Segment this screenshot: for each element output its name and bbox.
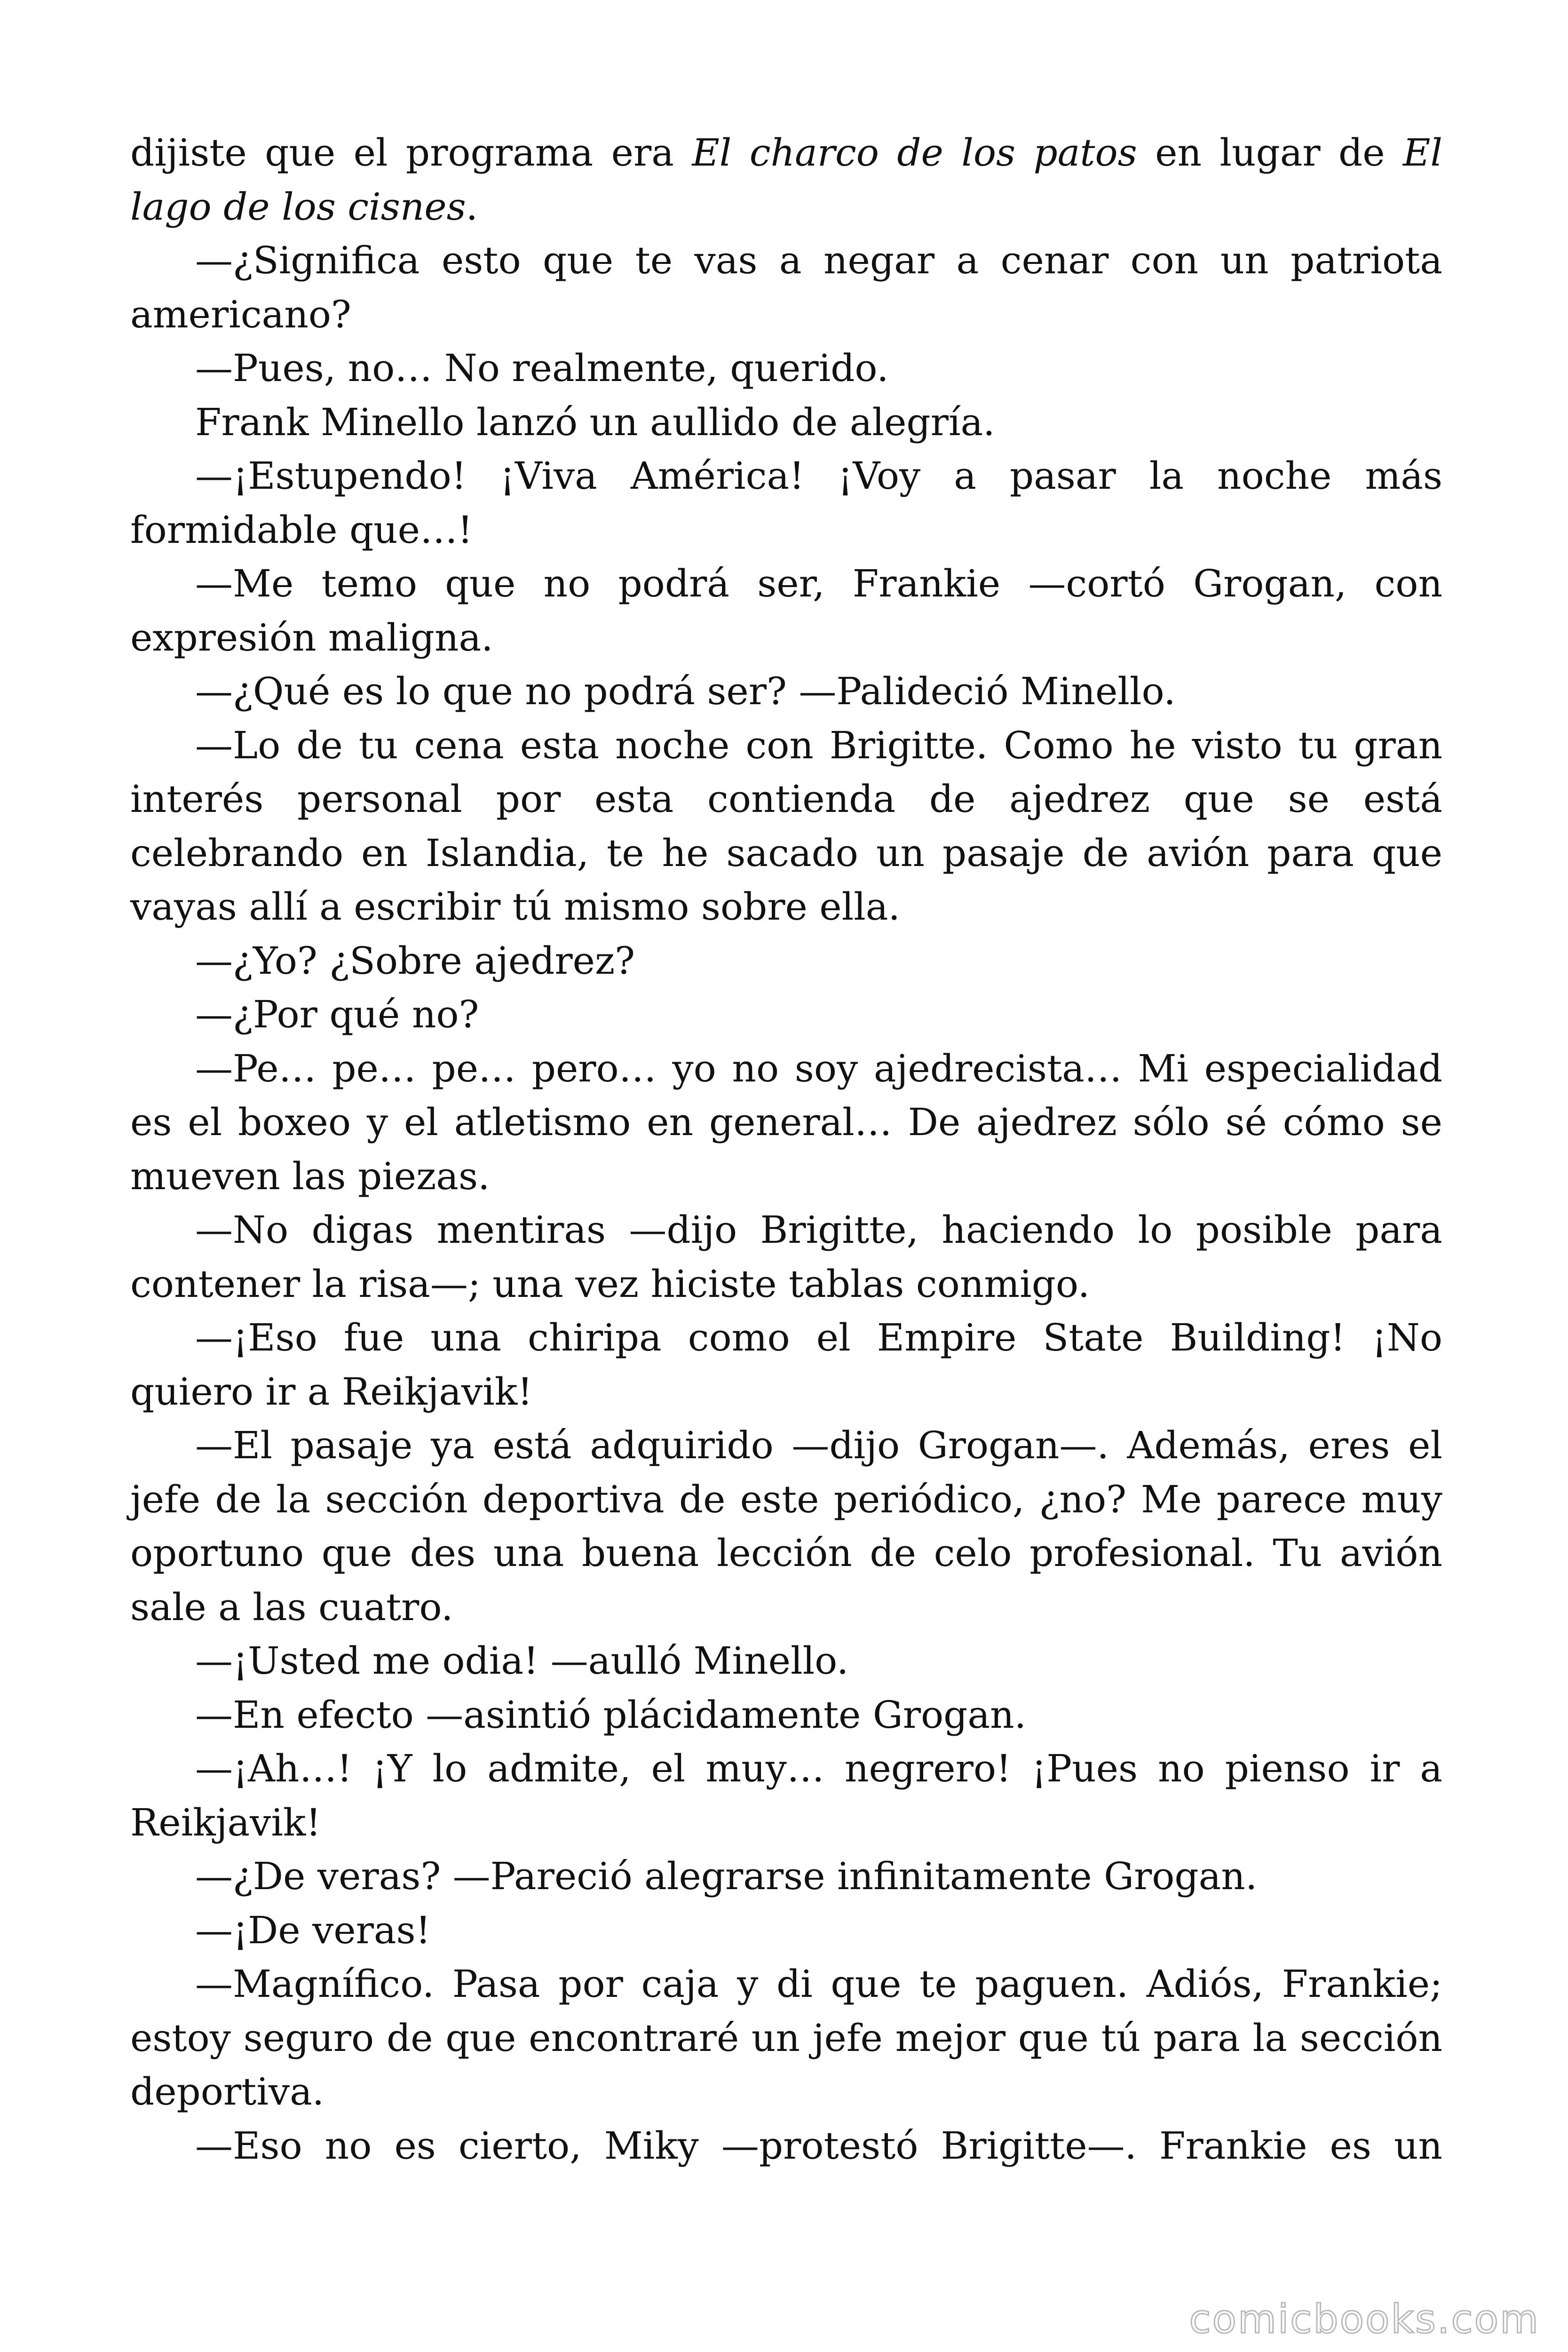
paragraph-text: —Magnífico. Pasa por caja y di que te paguen. Adiós, Frankie; estoy seguro de que encontraré un jefe mejor que tú para la sección deportiva. <box>130 1962 1442 2114</box>
paragraph <box>130 557 1442 665</box>
paragraph-text: —¡Eso fue una chiripa como el Empire State Building! ¡No quiero ir a Reikjavik! <box>130 1316 1442 1414</box>
paragraph <box>130 1742 1442 1850</box>
paragraph <box>130 1634 1442 1688</box>
paragraph <box>130 234 1442 342</box>
paragraph <box>130 719 1442 934</box>
paragraph <box>130 2119 1442 2173</box>
paragraph <box>130 934 1442 988</box>
paragraph-text: —¡De veras! <box>195 1908 431 1952</box>
paragraph-text: —Me temo que no podrá ser, Frankie —cortó Grogan, con expresión maligna. <box>130 562 1442 660</box>
paragraph-text: —No digas mentiras —dijo Brigitte, haciendo lo posible para contener la risa—; una vez hiciste tablas conmigo. <box>130 1208 1442 1306</box>
paragraph <box>130 1850 1442 1904</box>
italic-title-text: El lago de los cisnes <box>130 131 1442 229</box>
paragraph <box>130 665 1442 719</box>
paragraph-text: Frank Minello lanzó un aullido de alegría. <box>195 400 995 444</box>
paragraph-text: —Pues, no… No realmente, querido. <box>195 346 889 390</box>
paragraph <box>130 342 1442 396</box>
paragraph <box>130 1203 1442 1311</box>
watermark: comicbooks.com <box>1189 2296 1540 2342</box>
book-page-text <box>130 126 1442 2173</box>
paragraph-text: —El pasaje ya está adquirido —dijo Grogan—. Además, eres el jefe de la sección deportiva de este periódico, ¿no? Me parece muy oportuno que des una buena lección de celo profesional. Tu avión sale a las cuatro. <box>130 1423 1442 1629</box>
paragraph <box>130 1904 1442 1958</box>
paragraph-text: —¡Ah…! ¡Y lo admite, el muy… negrero! ¡Pues no pienso ir a Reikjavik! <box>130 1747 1442 1844</box>
paragraph-text: —¿Qué es lo que no podrá ser? —Palideció Minello. <box>195 669 1176 713</box>
paragraph-text: —En efecto —asintió plácidamente Grogan. <box>195 1692 1026 1737</box>
italic-title-text: El charco de los patos <box>692 131 1137 175</box>
paragraph-text: —Eso no es cierto, Miky —protestó Brigitte—. Frankie es un <box>195 2123 1442 2168</box>
paragraph <box>130 988 1442 1042</box>
paragraph <box>130 126 1442 234</box>
paragraph <box>130 396 1442 450</box>
paragraph-text: —¡Estupendo! ¡Viva América! ¡Voy a pasar la noche más formidable que…! <box>130 454 1442 552</box>
paragraph-text: —¿De veras? —Pareció alegrarse infinitamente Grogan. <box>195 1854 1258 1898</box>
paragraph-text: —¡Usted me odia! —aulló Minello. <box>195 1639 849 1683</box>
paragraph <box>130 449 1442 557</box>
paragraph-text: —¿Significa esto que te vas a negar a cenar con un patriota americano? <box>130 238 1442 336</box>
paragraph-text: —Lo de tu cena esta noche con Brigitte. Como he visto tu gran interés personal por esta contienda de ajedrez que se está celebrando en Islandia, te he sacado un pasaje de avión para que vayas allí a escribir tú mismo sobre ella. <box>130 723 1442 929</box>
paragraph-text: en lugar de <box>1137 131 1403 175</box>
paragraph <box>130 1311 1442 1419</box>
paragraph <box>130 1042 1442 1204</box>
paragraph-text: . <box>466 184 478 229</box>
paragraph-text: dijiste que el programa era <box>130 131 692 175</box>
paragraph-text: —¿Yo? ¿Sobre ajedrez? <box>195 938 635 983</box>
paragraph-text: —Pe… pe… pe… pero… yo no soy ajedrecista… Mi especialidad es el boxeo y el atletismo en general… De ajedrez sólo sé cómo se mueven las piezas. <box>130 1046 1442 1198</box>
paragraph <box>130 1688 1442 1742</box>
paragraph <box>130 1957 1442 2119</box>
paragraph <box>130 1419 1442 1634</box>
paragraph-text: —¿Por qué no? <box>195 993 479 1036</box>
